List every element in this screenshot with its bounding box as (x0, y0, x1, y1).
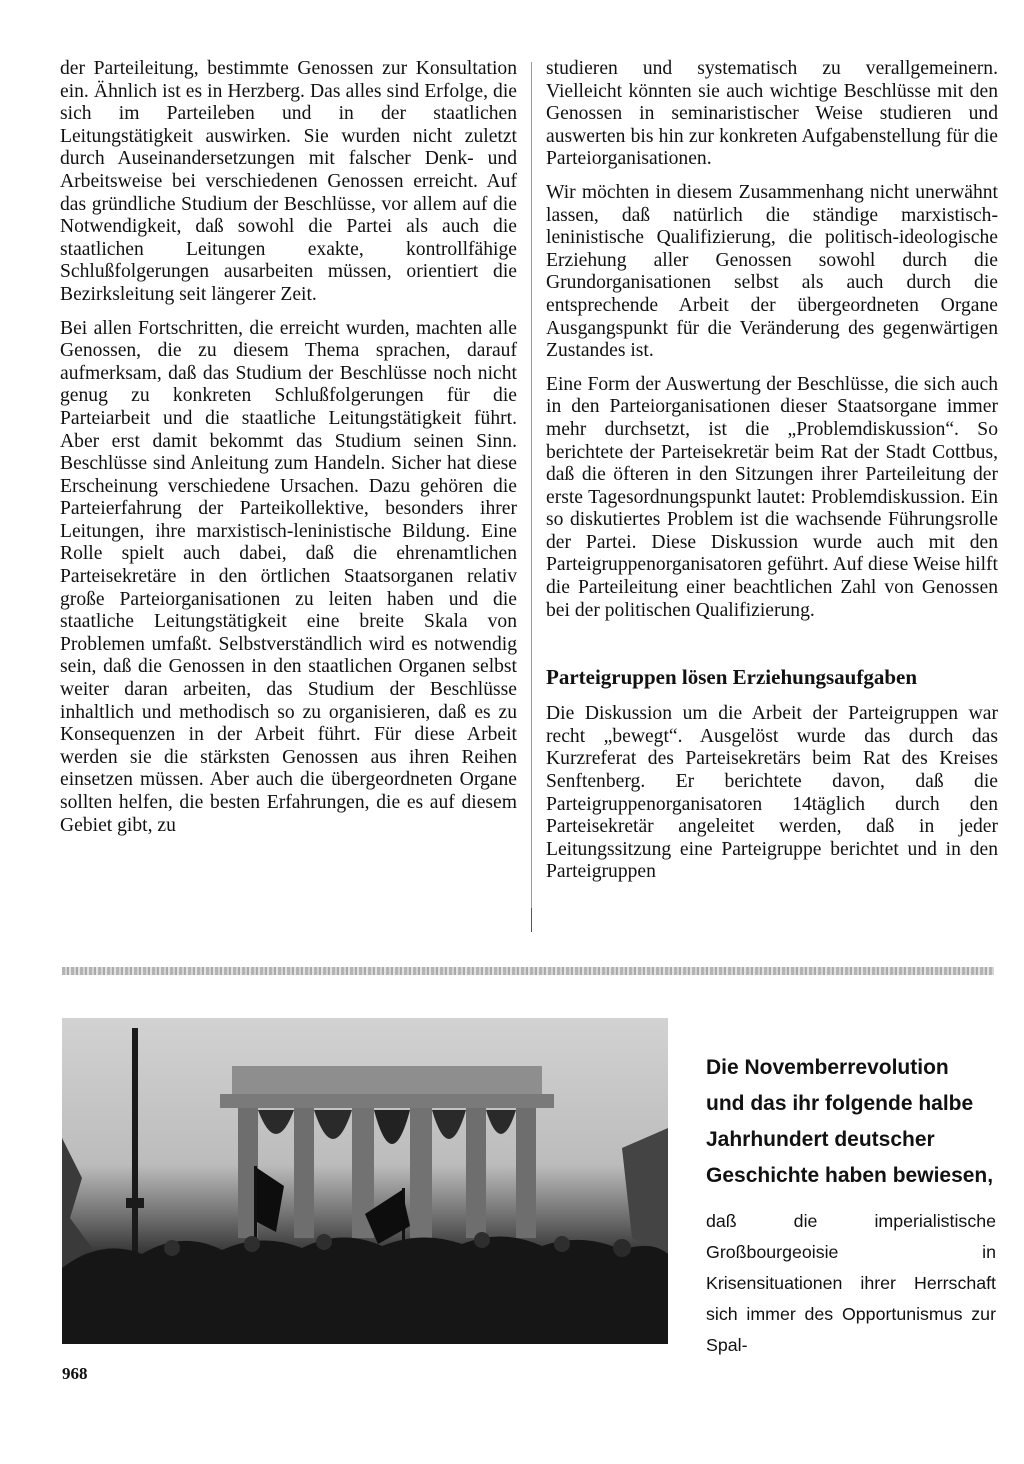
halftone-divider (62, 967, 994, 975)
gate-entablature (220, 1094, 554, 1108)
sidebar-heading-line: Die Novemberrevolution (706, 1056, 949, 1079)
right-paragraph-2: Wir möchten in diesem Zusammenhang nicht unerwähnt lassen, daß natürlich die ständige marxistisch-leninistische Qualifizierung, die politisch-ideologische Erziehung aller Genossen sowohl durch die Grundorganisationen selbst als auch durch die entsprechende Arbeit der übergeordneten Organe Ausgangspunkt für die Veränderung des gegenwärtigen Zustandes ist. (546, 181, 998, 362)
flag (257, 1168, 284, 1232)
page-number: 968 (62, 1364, 88, 1383)
gate-column (516, 1108, 536, 1238)
tree-silhouette (62, 1138, 92, 1268)
drapery (432, 1110, 466, 1139)
right-text-column (546, 58, 998, 895)
drapery (486, 1110, 516, 1134)
sidebar-body: daß die imperialistische Großbourgeoisie in Krisensituationen ihrer Herrschaft sich immer des Opportunismus zur Spal- (706, 1211, 996, 1355)
drapery (374, 1110, 410, 1144)
crowd-head (474, 1232, 490, 1248)
gate-column (294, 1108, 314, 1238)
drapery (258, 1110, 294, 1134)
sidebar-heading (706, 1050, 996, 1194)
gate-column (466, 1108, 486, 1238)
crowd-head (613, 1239, 631, 1257)
right-paragraph-3: Eine Form der Auswertung der Beschlüsse, die sich auch in den Parteiorganisationen dieser Staatsorgane immer mehr durchsetzt, ist die „Problemdiskussion“. So berichtete der Parteisekretär beim Rat der Stadt Cottbus, daß die öfteren in den Sitzungen ihrer Parteileitung der erste Tagesordnungspunkt lautet: Problemdiskussion. Ein so diskutiertes Problem ist die wachsende Führungsrolle der Partei. Diese Diskussion wurde auch mit den Parteigruppenorganisatoren geführt. Auf diese Weise hilft die Parteileitung einer beachtlichen Zahl von Genossen bei der politischen Qualifizierung. (546, 373, 998, 621)
left-paragraph-1: der Parteileitung, bestimmte Genossen zur Konsultation ein. Ähnlich ist es in Herzberg. Das alles sind Erfolge, die sich im Parteileben und in der staatlichen Leitungstätigkeit auswirken. Sie wurden nicht zuletzt durch Auseinandersetzungen mit falscher Denk- und Arbeitsweise bei verschiedenen Genossen erreicht. Auf das gründliche Studium der Beschlüsse, vor allem auf die Notwendigkeit, daß sowohl die Partei als auch die staatlichen Leitungen exakte, kontrollfähige Schlußfolgerungen ausarbeiten müssen, orientiert die Bezirksleitung seit längerer Zeit. (60, 58, 517, 305)
sidebar-quote (706, 1050, 996, 1361)
left-paragraph-2: Bei allen Fortschritten, die erreicht wurden, machten alle Genossen, die zu diesem Thema sprachen, darauf aufmerksam, daß das Studium der Beschlüsse noch nicht genug zu konkreten Schlußfolgerungen für die Parteiarbeit und die staatliche Leitungstätigkeit führt. Aber erst damit bekommt das Studium seinen Sinn. Beschlüsse sind Anleitung zum Handeln. Sicher hat diese Erscheinung verschiedene Ursachen. Dazu gehören die Parteierfahrung der Parteikollektive, besonders ihrer Leitungen, ihre marxistisch-leninistische Bildung. Eine Rolle spielt auch dabei, daß die ehrenamtlichen Parteisekretäre in den örtlichen Staatsorganen relativ große Parteiorganisationen zu leiten haben und die staatliche Leitungstätigkeit eine breite Skala von Problemen umfaßt. Selbstverständlich wird es notwendig sein, daß die Genossen in den staatlichen Organen selbst weiter daran arbeiten, das Studium der Beschlüsse inhaltlich und methodisch so zu organisieren, daß es zu Konsequenzen in der Arbeit führt. Für diese Arbeit werden sie die stärksten Genossen aus ihren Reihen einsetzen müssen. Aber auch die übergeordneten Organe sollten helfen, die besten Erfahrungen, die es auf diesem Gebiet gibt, zu (60, 317, 517, 836)
crowd-head (244, 1236, 260, 1252)
left-text-column (60, 58, 517, 848)
sidebar-heading-line: und das ihr folgende halbe (706, 1092, 974, 1115)
section-heading: Parteigruppen lösen Erziehungsaufgaben (546, 665, 918, 690)
historical-photo (62, 1018, 668, 1344)
column-rule (531, 62, 532, 932)
drapery (314, 1110, 352, 1139)
crowd-head (316, 1234, 332, 1250)
right-paragraph-4: Die Diskussion um die Arbeit der Parteigruppen war recht „bewegt“. Ausgelöst wurde das durch das Kurzreferat des Parteisekretärs beim Rat des Kreises Senftenberg. Er berichtete davon, daß die Parteigruppenorganisatoren 14täglich durch den Parteisekretär angeleitet werden, daß in jeder Leitungssitzung eine Parteigruppe berichtet und in den Parteigruppen (546, 703, 998, 883)
crowd-head (164, 1240, 180, 1256)
photo-illustration (62, 1018, 668, 1344)
column-rule-lower (531, 908, 532, 932)
crowd-head (554, 1236, 570, 1252)
right-paragraph-1: studieren und systematisch zu verallgemeinern. Vielleicht könnten sie auch wichtige Beschlüsse mit den Genossen in seminaristischer Weise studieren und auswerten bis hin zur konkreten Aufgabenstellung für die Parteiorganisationen. (546, 58, 998, 170)
lamp-post-base (126, 1198, 144, 1208)
sidebar-heading-line: Geschichte haben bewiesen, (706, 1164, 994, 1187)
crowd (62, 1236, 668, 1344)
gate-column (410, 1108, 432, 1238)
gate-attic (232, 1066, 542, 1094)
tree-silhouette (622, 1128, 668, 1258)
sidebar-heading-line: Jahrhundert deutscher (706, 1128, 935, 1151)
